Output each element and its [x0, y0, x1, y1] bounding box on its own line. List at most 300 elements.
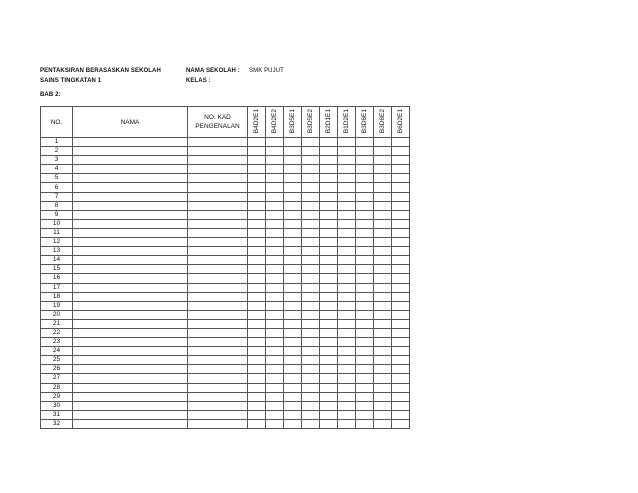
band-cell[interactable] [356, 301, 374, 310]
band-cell[interactable] [392, 183, 410, 192]
band-cell[interactable] [284, 292, 302, 301]
band-cell[interactable] [266, 192, 284, 201]
band-cell[interactable] [284, 338, 302, 347]
band-cell[interactable] [338, 247, 356, 256]
band-cell[interactable] [284, 156, 302, 165]
ic-cell[interactable] [188, 283, 248, 292]
band-cell[interactable] [266, 138, 284, 147]
band-cell[interactable] [302, 328, 320, 337]
name-cell[interactable] [73, 283, 188, 292]
band-cell[interactable] [338, 138, 356, 147]
band-cell[interactable] [338, 338, 356, 347]
band-cell[interactable] [284, 310, 302, 319]
band-cell[interactable] [284, 419, 302, 428]
band-cell[interactable] [338, 183, 356, 192]
name-cell[interactable] [73, 301, 188, 310]
band-cell[interactable] [284, 192, 302, 201]
band-cell[interactable] [302, 219, 320, 228]
band-cell[interactable] [320, 310, 338, 319]
name-cell[interactable] [73, 183, 188, 192]
band-cell[interactable] [374, 356, 392, 365]
band-cell[interactable] [266, 147, 284, 156]
band-cell[interactable] [248, 419, 266, 428]
band-cell[interactable] [356, 319, 374, 328]
band-cell[interactable] [266, 301, 284, 310]
band-cell[interactable] [392, 210, 410, 219]
band-cell[interactable] [302, 392, 320, 401]
band-cell[interactable] [248, 247, 266, 256]
band-cell[interactable] [320, 147, 338, 156]
band-cell[interactable] [374, 228, 392, 237]
name-cell[interactable] [73, 401, 188, 410]
ic-cell[interactable] [188, 383, 248, 392]
band-cell[interactable] [266, 274, 284, 283]
band-cell[interactable] [356, 356, 374, 365]
band-cell[interactable] [392, 328, 410, 337]
ic-cell[interactable] [188, 419, 248, 428]
band-cell[interactable] [284, 328, 302, 337]
band-cell[interactable] [392, 347, 410, 356]
name-cell[interactable] [73, 392, 188, 401]
band-cell[interactable] [374, 283, 392, 292]
ic-cell[interactable] [188, 138, 248, 147]
band-cell[interactable] [374, 319, 392, 328]
band-cell[interactable] [284, 210, 302, 219]
band-cell[interactable] [374, 401, 392, 410]
ic-cell[interactable] [188, 219, 248, 228]
band-cell[interactable] [302, 301, 320, 310]
band-cell[interactable] [248, 319, 266, 328]
band-cell[interactable] [248, 138, 266, 147]
band-cell[interactable] [356, 410, 374, 419]
band-cell[interactable] [338, 383, 356, 392]
band-cell[interactable] [392, 156, 410, 165]
band-cell[interactable] [374, 265, 392, 274]
band-cell[interactable] [356, 292, 374, 301]
band-cell[interactable] [392, 319, 410, 328]
band-cell[interactable] [356, 201, 374, 210]
band-cell[interactable] [392, 356, 410, 365]
band-cell[interactable] [392, 365, 410, 374]
band-cell[interactable] [338, 328, 356, 337]
ic-cell[interactable] [188, 319, 248, 328]
band-cell[interactable] [248, 347, 266, 356]
band-cell[interactable] [266, 174, 284, 183]
band-cell[interactable] [338, 365, 356, 374]
band-cell[interactable] [338, 156, 356, 165]
band-cell[interactable] [338, 347, 356, 356]
band-cell[interactable] [356, 219, 374, 228]
name-cell[interactable] [73, 338, 188, 347]
name-cell[interactable] [73, 138, 188, 147]
band-cell[interactable] [248, 183, 266, 192]
band-cell[interactable] [284, 228, 302, 237]
band-cell[interactable] [392, 201, 410, 210]
band-cell[interactable] [302, 292, 320, 301]
band-cell[interactable] [248, 392, 266, 401]
band-cell[interactable] [302, 183, 320, 192]
band-cell[interactable] [248, 383, 266, 392]
band-cell[interactable] [302, 410, 320, 419]
name-cell[interactable] [73, 419, 188, 428]
band-cell[interactable] [248, 219, 266, 228]
band-cell[interactable] [392, 256, 410, 265]
band-cell[interactable] [284, 219, 302, 228]
band-cell[interactable] [320, 156, 338, 165]
band-cell[interactable] [374, 310, 392, 319]
name-cell[interactable] [73, 228, 188, 237]
ic-cell[interactable] [188, 374, 248, 383]
band-cell[interactable] [338, 374, 356, 383]
band-cell[interactable] [302, 156, 320, 165]
band-cell[interactable] [338, 319, 356, 328]
name-cell[interactable] [73, 383, 188, 392]
name-cell[interactable] [73, 192, 188, 201]
band-cell[interactable] [266, 392, 284, 401]
band-cell[interactable] [320, 183, 338, 192]
band-cell[interactable] [248, 228, 266, 237]
band-cell[interactable] [302, 265, 320, 274]
band-cell[interactable] [320, 238, 338, 247]
band-cell[interactable] [392, 283, 410, 292]
band-cell[interactable] [374, 374, 392, 383]
band-cell[interactable] [320, 338, 338, 347]
band-cell[interactable] [284, 356, 302, 365]
band-cell[interactable] [302, 347, 320, 356]
ic-cell[interactable] [188, 347, 248, 356]
band-cell[interactable] [302, 192, 320, 201]
band-cell[interactable] [392, 192, 410, 201]
band-cell[interactable] [320, 283, 338, 292]
band-cell[interactable] [320, 401, 338, 410]
band-cell[interactable] [356, 210, 374, 219]
name-cell[interactable] [73, 292, 188, 301]
band-cell[interactable] [302, 138, 320, 147]
band-cell[interactable] [302, 365, 320, 374]
band-cell[interactable] [248, 301, 266, 310]
band-cell[interactable] [284, 274, 302, 283]
band-cell[interactable] [392, 292, 410, 301]
band-cell[interactable] [266, 219, 284, 228]
band-cell[interactable] [374, 156, 392, 165]
band-cell[interactable] [248, 165, 266, 174]
band-cell[interactable] [320, 219, 338, 228]
ic-cell[interactable] [188, 174, 248, 183]
band-cell[interactable] [284, 247, 302, 256]
name-cell[interactable] [73, 210, 188, 219]
band-cell[interactable] [320, 374, 338, 383]
ic-cell[interactable] [188, 165, 248, 174]
band-cell[interactable] [266, 410, 284, 419]
band-cell[interactable] [284, 138, 302, 147]
band-cell[interactable] [320, 419, 338, 428]
band-cell[interactable] [302, 256, 320, 265]
band-cell[interactable] [356, 192, 374, 201]
band-cell[interactable] [356, 238, 374, 247]
band-cell[interactable] [374, 410, 392, 419]
band-cell[interactable] [266, 383, 284, 392]
band-cell[interactable] [338, 165, 356, 174]
band-cell[interactable] [302, 283, 320, 292]
band-cell[interactable] [248, 256, 266, 265]
band-cell[interactable] [374, 247, 392, 256]
band-cell[interactable] [302, 165, 320, 174]
ic-cell[interactable] [188, 338, 248, 347]
band-cell[interactable] [392, 247, 410, 256]
band-cell[interactable] [248, 192, 266, 201]
band-cell[interactable] [266, 228, 284, 237]
band-cell[interactable] [374, 328, 392, 337]
band-cell[interactable] [320, 365, 338, 374]
name-cell[interactable] [73, 265, 188, 274]
band-cell[interactable] [284, 374, 302, 383]
band-cell[interactable] [266, 347, 284, 356]
band-cell[interactable] [320, 228, 338, 237]
band-cell[interactable] [266, 310, 284, 319]
band-cell[interactable] [356, 310, 374, 319]
ic-cell[interactable] [188, 238, 248, 247]
band-cell[interactable] [266, 328, 284, 337]
band-cell[interactable] [302, 201, 320, 210]
band-cell[interactable] [284, 256, 302, 265]
band-cell[interactable] [338, 401, 356, 410]
band-cell[interactable] [320, 410, 338, 419]
name-cell[interactable] [73, 328, 188, 337]
band-cell[interactable] [248, 210, 266, 219]
band-cell[interactable] [392, 392, 410, 401]
band-cell[interactable] [338, 192, 356, 201]
band-cell[interactable] [392, 410, 410, 419]
ic-cell[interactable] [188, 147, 248, 156]
band-cell[interactable] [374, 174, 392, 183]
name-cell[interactable] [73, 238, 188, 247]
band-cell[interactable] [356, 138, 374, 147]
band-cell[interactable] [392, 138, 410, 147]
ic-cell[interactable] [188, 356, 248, 365]
name-cell[interactable] [73, 374, 188, 383]
band-cell[interactable] [392, 419, 410, 428]
band-cell[interactable] [320, 383, 338, 392]
band-cell[interactable] [374, 347, 392, 356]
band-cell[interactable] [374, 219, 392, 228]
band-cell[interactable] [248, 201, 266, 210]
band-cell[interactable] [338, 210, 356, 219]
band-cell[interactable] [284, 365, 302, 374]
band-cell[interactable] [356, 283, 374, 292]
ic-cell[interactable] [188, 292, 248, 301]
band-cell[interactable] [248, 410, 266, 419]
band-cell[interactable] [374, 183, 392, 192]
band-cell[interactable] [248, 365, 266, 374]
band-cell[interactable] [356, 274, 374, 283]
band-cell[interactable] [302, 310, 320, 319]
band-cell[interactable] [374, 192, 392, 201]
band-cell[interactable] [302, 274, 320, 283]
band-cell[interactable] [392, 265, 410, 274]
band-cell[interactable] [248, 292, 266, 301]
ic-cell[interactable] [188, 392, 248, 401]
band-cell[interactable] [338, 410, 356, 419]
band-cell[interactable] [392, 338, 410, 347]
band-cell[interactable] [266, 210, 284, 219]
band-cell[interactable] [338, 310, 356, 319]
band-cell[interactable] [266, 156, 284, 165]
band-cell[interactable] [284, 283, 302, 292]
band-cell[interactable] [248, 338, 266, 347]
band-cell[interactable] [266, 238, 284, 247]
band-cell[interactable] [284, 383, 302, 392]
ic-cell[interactable] [188, 365, 248, 374]
ic-cell[interactable] [188, 328, 248, 337]
name-cell[interactable] [73, 147, 188, 156]
band-cell[interactable] [266, 201, 284, 210]
band-cell[interactable] [374, 210, 392, 219]
name-cell[interactable] [73, 156, 188, 165]
band-cell[interactable] [266, 256, 284, 265]
band-cell[interactable] [320, 392, 338, 401]
band-cell[interactable] [248, 238, 266, 247]
band-cell[interactable] [356, 183, 374, 192]
band-cell[interactable] [392, 147, 410, 156]
band-cell[interactable] [266, 401, 284, 410]
band-cell[interactable] [284, 265, 302, 274]
ic-cell[interactable] [188, 301, 248, 310]
band-cell[interactable] [374, 419, 392, 428]
band-cell[interactable] [338, 238, 356, 247]
band-cell[interactable] [338, 419, 356, 428]
band-cell[interactable] [374, 256, 392, 265]
ic-cell[interactable] [188, 210, 248, 219]
ic-cell[interactable] [188, 256, 248, 265]
band-cell[interactable] [392, 383, 410, 392]
band-cell[interactable] [338, 292, 356, 301]
band-cell[interactable] [356, 328, 374, 337]
ic-cell[interactable] [188, 410, 248, 419]
ic-cell[interactable] [188, 247, 248, 256]
ic-cell[interactable] [188, 228, 248, 237]
band-cell[interactable] [302, 174, 320, 183]
band-cell[interactable] [374, 365, 392, 374]
band-cell[interactable] [320, 192, 338, 201]
band-cell[interactable] [284, 201, 302, 210]
band-cell[interactable] [266, 247, 284, 256]
band-cell[interactable] [302, 401, 320, 410]
band-cell[interactable] [320, 265, 338, 274]
name-cell[interactable] [73, 256, 188, 265]
band-cell[interactable] [338, 356, 356, 365]
band-cell[interactable] [356, 174, 374, 183]
band-cell[interactable] [392, 374, 410, 383]
band-cell[interactable] [248, 265, 266, 274]
name-cell[interactable] [73, 347, 188, 356]
band-cell[interactable] [356, 156, 374, 165]
band-cell[interactable] [302, 356, 320, 365]
band-cell[interactable] [374, 274, 392, 283]
band-cell[interactable] [284, 347, 302, 356]
band-cell[interactable] [356, 165, 374, 174]
band-cell[interactable] [374, 338, 392, 347]
band-cell[interactable] [374, 138, 392, 147]
band-cell[interactable] [266, 265, 284, 274]
band-cell[interactable] [284, 319, 302, 328]
band-cell[interactable] [302, 419, 320, 428]
band-cell[interactable] [356, 347, 374, 356]
band-cell[interactable] [338, 219, 356, 228]
band-cell[interactable] [338, 274, 356, 283]
name-cell[interactable] [73, 174, 188, 183]
name-cell[interactable] [73, 219, 188, 228]
band-cell[interactable] [320, 274, 338, 283]
band-cell[interactable] [320, 347, 338, 356]
band-cell[interactable] [320, 165, 338, 174]
name-cell[interactable] [73, 310, 188, 319]
band-cell[interactable] [266, 356, 284, 365]
ic-cell[interactable] [188, 265, 248, 274]
band-cell[interactable] [248, 274, 266, 283]
band-cell[interactable] [356, 383, 374, 392]
band-cell[interactable] [356, 247, 374, 256]
band-cell[interactable] [356, 265, 374, 274]
band-cell[interactable] [374, 201, 392, 210]
ic-cell[interactable] [188, 401, 248, 410]
band-cell[interactable] [338, 228, 356, 237]
band-cell[interactable] [320, 138, 338, 147]
band-cell[interactable] [266, 165, 284, 174]
band-cell[interactable] [320, 301, 338, 310]
band-cell[interactable] [392, 228, 410, 237]
band-cell[interactable] [338, 147, 356, 156]
band-cell[interactable] [302, 383, 320, 392]
band-cell[interactable] [374, 165, 392, 174]
ic-cell[interactable] [188, 310, 248, 319]
name-cell[interactable] [73, 410, 188, 419]
band-cell[interactable] [302, 374, 320, 383]
band-cell[interactable] [248, 156, 266, 165]
ic-cell[interactable] [188, 201, 248, 210]
name-cell[interactable] [73, 365, 188, 374]
name-cell[interactable] [73, 165, 188, 174]
band-cell[interactable] [266, 365, 284, 374]
band-cell[interactable] [248, 174, 266, 183]
ic-cell[interactable] [188, 183, 248, 192]
band-cell[interactable] [320, 356, 338, 365]
band-cell[interactable] [284, 165, 302, 174]
band-cell[interactable] [374, 301, 392, 310]
band-cell[interactable] [248, 283, 266, 292]
band-cell[interactable] [284, 147, 302, 156]
band-cell[interactable] [248, 401, 266, 410]
band-cell[interactable] [284, 174, 302, 183]
band-cell[interactable] [320, 328, 338, 337]
band-cell[interactable] [248, 310, 266, 319]
band-cell[interactable] [302, 338, 320, 347]
band-cell[interactable] [392, 301, 410, 310]
ic-cell[interactable] [188, 192, 248, 201]
band-cell[interactable] [266, 419, 284, 428]
band-cell[interactable] [356, 392, 374, 401]
band-cell[interactable] [266, 183, 284, 192]
band-cell[interactable] [338, 265, 356, 274]
band-cell[interactable] [338, 301, 356, 310]
band-cell[interactable] [356, 365, 374, 374]
band-cell[interactable] [374, 238, 392, 247]
band-cell[interactable] [248, 356, 266, 365]
band-cell[interactable] [356, 256, 374, 265]
band-cell[interactable] [320, 174, 338, 183]
band-cell[interactable] [284, 238, 302, 247]
band-cell[interactable] [392, 401, 410, 410]
band-cell[interactable] [356, 419, 374, 428]
